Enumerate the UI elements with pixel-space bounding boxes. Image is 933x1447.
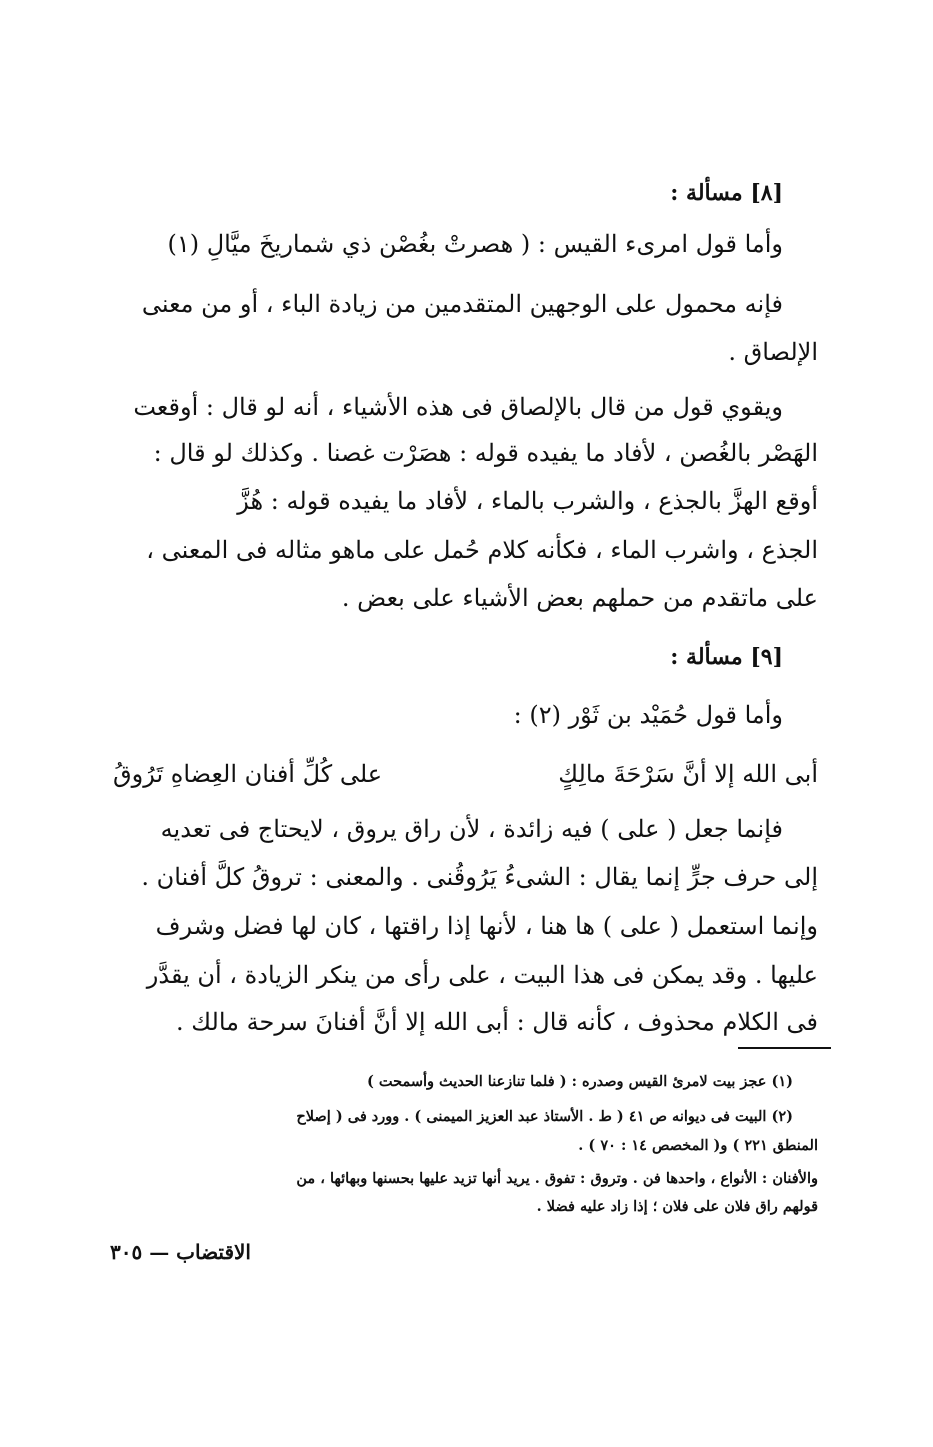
- section-9-line: فى الكلام محذوف ، كأنه قال : أبى الله إلا أنَّ أفنانَ سرحة مالك .: [176, 1008, 818, 1036]
- section-8-line: وأما قول امرىء القيس : ( هصرتْ بغُصْن ذي شماريخَ ميَّالِ (١): [167, 230, 783, 258]
- page-footer: الاقتضاب — ٣٠٥: [110, 1240, 251, 1264]
- section-8-line: فإنه محمول على الوجهين المتقدمين من زيادة الباء ، أو من معنى: [141, 290, 783, 318]
- footnote-line: (١) عجز بيت لامرئ القيس وصدره : ( فلما تنازعنا الحديث وأسمحت ): [366, 1073, 793, 1090]
- section-9-heading: [٩] مسألة :: [670, 644, 783, 670]
- footnote-line: (٢) البيت فى ديوانه ص ٤١ ( ط . الأستاذ عبد العزيز الميمنى ) . وورد فى ( إصلاح: [296, 1108, 793, 1125]
- section-9-intro: وأما قول حُمَيْد بن ثَوْر (٢) :: [513, 701, 783, 729]
- footnote-line: المنطق ٢٢١ ) و( المخصص ١٤ : ٧٠ ) .: [578, 1137, 818, 1154]
- section-9-line: عليها . وقد يمكن فى هذا البيت ، على رأى من ينكر الزيادة ، أن يقدَّر: [146, 961, 818, 989]
- verse-first-hemistich: أبى الله إلا أنَّ سَرْحَةَ مالِكٍ: [558, 760, 818, 788]
- section-9-line: إلى حرف جرٍّ إنما يقال : الشىءُ يَرُوقُنى . والمعنى : تروقُ كلَّ أفنان .: [141, 863, 818, 891]
- section-8-line: على ماتقدم من حملهم بعض الأشياء على بعض .: [341, 584, 818, 612]
- section-8-line: ويقوي قول من قال بالإلصاق فى هذه الأشياء ، أنه لو قال : أوقعت: [133, 393, 783, 421]
- footnote-divider: [738, 1047, 831, 1049]
- footnote-line: قولهم راق فلان على فلان ؛ إذا زاد عليه فضلا .: [536, 1198, 818, 1215]
- section-9-line: وإنما استعمل ( على ) ها هنا ، لأنها إذا راقتها ، كان لها فضل وشرف: [155, 912, 818, 940]
- poem-verse: [113, 753, 818, 795]
- section-8-line: الهَصْر بالغُصن ، لأفاد ما يفيده قوله : هصَرْت غصنا . وكذلك لو قال :: [153, 439, 818, 467]
- section-8-line: أوقع الهزَّ بالجذع ، والشرب بالماء ، لأفاد ما يفيده قوله : هُزَّ: [237, 487, 818, 515]
- footnote-line: والأفنان : الأنواع ، واحدها فن . وتروق : تفوق . يريد أنها تزيد عليها بحسنها وبهائها ، من: [296, 1170, 818, 1187]
- section-8-heading: [٨] مسألة :: [670, 180, 783, 206]
- verse-second-hemistich: على كُلِّ أفنان العِضاهِ تَرُوقُ: [113, 760, 383, 788]
- section-8-line: الجذع ، واشرب الماء ، فكأنه كلام حُمل على ماهو مثاله فى المعنى ،: [146, 536, 818, 564]
- section-9-line: فإنما جعل ( على ) فيه زائدة ، لأن راق يروق ، لايحتاج فى تعديه: [160, 815, 783, 843]
- section-8-line: الإلصاق .: [728, 338, 818, 366]
